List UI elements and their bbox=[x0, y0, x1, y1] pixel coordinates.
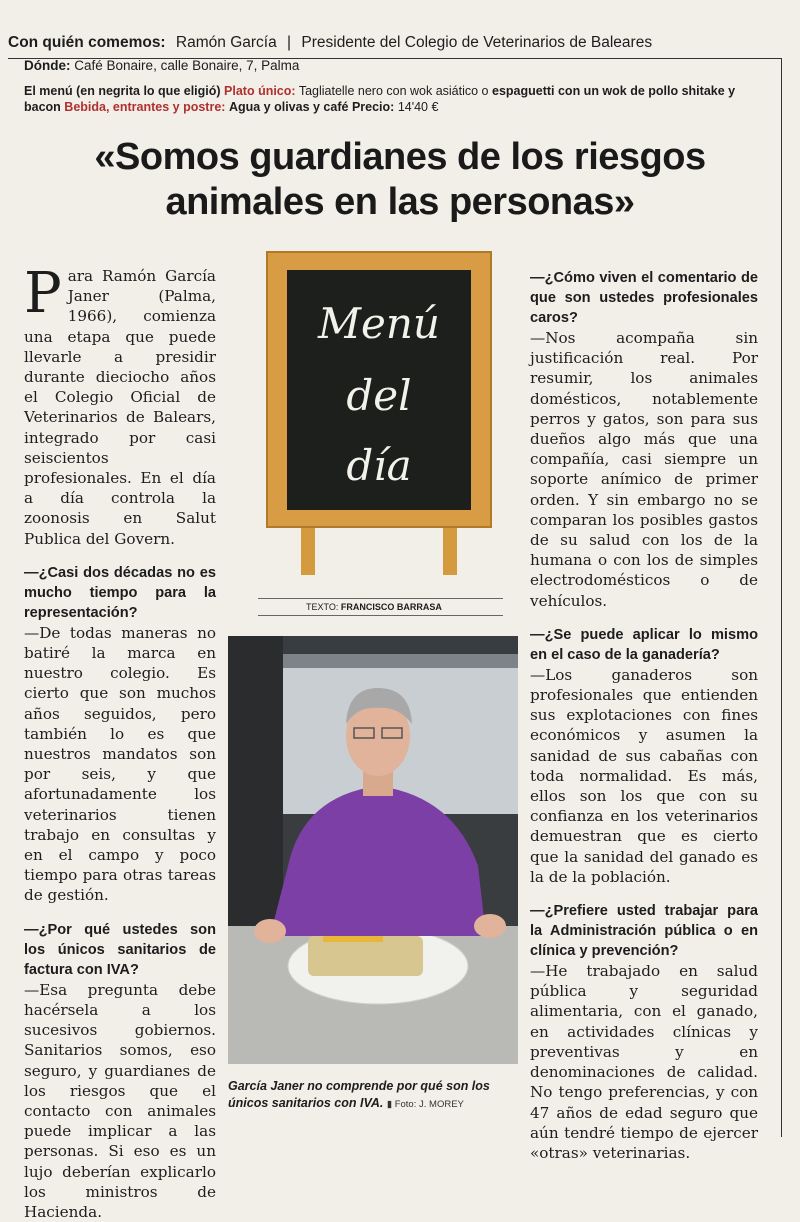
question-1: —¿Casi dos décadas no es mucho tiempo para la representación? bbox=[24, 564, 216, 621]
author-credit bbox=[258, 598, 503, 616]
location-line bbox=[24, 58, 299, 73]
section-header bbox=[8, 34, 778, 52]
answer-2: —Esa pregunta debe hacérsela a los sucesivos gobiernos. Sanitarios somos, eso seguro, y guardianes de los riesgos que el contacto con animales puede implicar a las personas. Si eso es un lujo deberían explicarlo los ministros de Hacienda. bbox=[24, 980, 216, 1221]
menu-box bbox=[24, 83, 744, 115]
drop-cap: P bbox=[24, 261, 62, 326]
interviewee-name: Ramón García bbox=[175, 34, 277, 51]
where-value: Café Bonaire, calle Bonaire, 7, Palma bbox=[74, 58, 300, 73]
answer-4: —Los ganaderos son profesionales que entienden sus explotaciones con fines económicos y asumen la sanidad de sus cabañas con toda normalidad. Es más, ellos son los que con su confianza en los veterinarios demuestran que es cierto que la sanidad del ganado es la de la población. bbox=[530, 665, 758, 886]
answer-5: —He trabajado en salud pública y seguridad alimentaria, con el ganado, en actividades clínicas y preventivas y en denominaciones de calidad. No tengo preferencias, y con 47 años de edad seguro que aún tendré tiempo de ejercer «otras» veterinarias. bbox=[530, 962, 758, 1162]
intro-paragraph bbox=[24, 261, 216, 549]
credit-label: TEXTO: bbox=[306, 602, 339, 612]
plato-chosen: espaguetti con un wok de pollo shitake y bacon bbox=[24, 84, 736, 114]
headline-line-1: «Somos guardianes de los riesgos bbox=[94, 136, 706, 178]
interviewee-role: Presidente del Colegio de Veterinarios de Baleares bbox=[301, 34, 653, 51]
section-label: Con quién comemos: bbox=[8, 34, 166, 51]
answer-3: —Nos acompaña sin justificación real. Por resumir, los animales domésticos, notablemente perros y gatos, son para sus dueños algo más que una compañía, casi siempre un soporte anímico de primer orden. Y sin embargo no se comparan los posibles gastos de su salud con los de la humana o con los de simples electrodomésticos o de vehículos. bbox=[530, 329, 758, 610]
photo-caption bbox=[228, 1078, 523, 1113]
question-2: —¿Por qué ustedes son los únicos sanitarios de factura con IVA? bbox=[24, 921, 216, 978]
photo-credit: ▮ Foto: J. MOREY bbox=[386, 1099, 464, 1110]
chalk-line-1: Menú bbox=[318, 299, 440, 348]
intro-text: ara Ramón García Janer (Palma, 1966), comienza una etapa que puede llevarle a presidir durante dieciocho años el Colegio Oficial de Veterinarios de Balears, integrado por casi seiscientos profesionales. En el día a día controla la zoonosis en Salut Publica del Govern. bbox=[24, 267, 216, 548]
headline bbox=[30, 135, 770, 225]
chalk-line-3: día bbox=[346, 441, 412, 490]
question-3: —¿Cómo viven el comentario de que son ustedes profesionales caros? bbox=[530, 270, 758, 326]
where-label: Dónde: bbox=[24, 58, 71, 73]
chalk-line-2: del bbox=[346, 371, 412, 420]
caption-text: García Janer no comprende por qué son los únicos sanitarios con IVA. bbox=[228, 1079, 490, 1110]
headline-line-2: animales en las personas» bbox=[165, 181, 635, 223]
plato-label: Plato único: bbox=[224, 84, 296, 98]
column-3 bbox=[530, 268, 758, 1163]
bebida-label: Bebida, entrantes y postre: bbox=[64, 100, 226, 114]
question-4: —¿Se puede aplicar lo mismo en el caso de la ganadería? bbox=[530, 626, 758, 663]
precio-label: Precio: bbox=[351, 100, 395, 114]
header-separator: | bbox=[287, 34, 292, 51]
column-1 bbox=[24, 261, 216, 1222]
credit-author: FRANCISCO BARRASA bbox=[340, 602, 442, 612]
precio-value: 14'40 € bbox=[397, 100, 439, 114]
bebida-value: Agua y olivas y café bbox=[228, 100, 349, 114]
plato-text: Tagliatelle nero con wok asiático o bbox=[298, 84, 489, 98]
question-5: —¿Prefiere usted trabajar para la Administración pública o en clínica y prevención? bbox=[530, 903, 758, 960]
interviewee-photo bbox=[228, 636, 518, 1064]
answer-1: —De todas maneras no batiré la marca en nuestro colegio. Es cierto que son muchos años seguidos, pero también lo es que nuestros mandatos son por seis, y que afortunadamente los veterinarios tienen trabajo en consultas y en el campo y poco tiempo para otras tareas de gestión. bbox=[24, 623, 216, 905]
menu-intro: El menú (en negrita lo que eligió) bbox=[24, 84, 221, 98]
chalkboard-illustration bbox=[265, 250, 493, 580]
